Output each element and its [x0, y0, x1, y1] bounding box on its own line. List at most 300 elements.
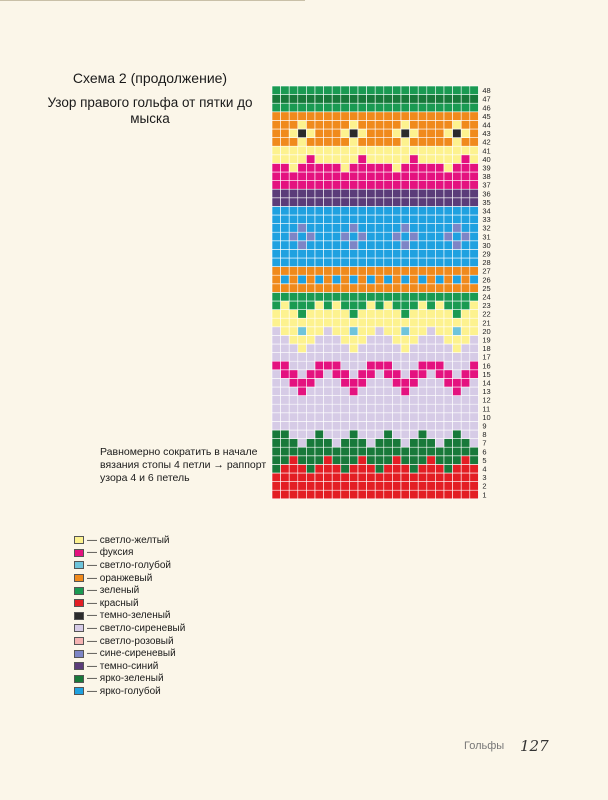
chart-cell — [332, 138, 341, 147]
chart-cell — [435, 318, 444, 327]
chart-cell — [461, 198, 470, 207]
chart-cell — [418, 473, 427, 482]
row-number-label: 28 — [482, 258, 491, 268]
chart-cell — [444, 163, 453, 172]
chart-cell — [358, 361, 367, 370]
chart-cell — [349, 361, 358, 370]
chart-cell — [401, 353, 410, 362]
chart-cell — [453, 284, 462, 293]
chart-cell — [410, 473, 419, 482]
chart-cell — [341, 86, 350, 95]
chart-cell — [306, 95, 315, 104]
chart-cell — [281, 335, 290, 344]
chart-cell — [375, 439, 384, 448]
chart-cell — [289, 378, 298, 387]
chart-cell — [461, 284, 470, 293]
chart-cell — [453, 387, 462, 396]
chart-cell — [306, 241, 315, 250]
chart-cell — [281, 189, 290, 198]
chart-cell — [298, 163, 307, 172]
chart-cell — [435, 146, 444, 155]
chart-cell — [315, 267, 324, 276]
row-number-label: 44 — [482, 120, 491, 130]
chart-cell — [324, 378, 333, 387]
chart-cell — [367, 318, 376, 327]
chart-cell — [375, 267, 384, 276]
chart-cell — [375, 189, 384, 198]
chart-cell — [453, 318, 462, 327]
chart-cell — [281, 163, 290, 172]
chart-cell — [306, 310, 315, 319]
chart-cell — [324, 292, 333, 301]
chart-cell — [435, 482, 444, 491]
chart-cell — [341, 215, 350, 224]
chart-cell — [289, 361, 298, 370]
chart-cell — [453, 198, 462, 207]
chart-cell — [358, 404, 367, 413]
chart-cell — [367, 482, 376, 491]
chart-cell — [332, 172, 341, 181]
chart-cell — [281, 430, 290, 439]
chart-cell — [341, 138, 350, 147]
chart-cell — [410, 241, 419, 250]
chart-cell — [410, 86, 419, 95]
chart-cell — [375, 275, 384, 284]
chart-cell — [306, 378, 315, 387]
chart-cell — [453, 456, 462, 465]
chart-cell — [401, 387, 410, 396]
chart-cell — [298, 396, 307, 405]
chart-cell — [375, 447, 384, 456]
chart-cell — [427, 129, 436, 138]
chart-cell — [332, 353, 341, 362]
chart-cell — [401, 146, 410, 155]
chart-cell — [315, 310, 324, 319]
chart-cell — [332, 215, 341, 224]
chart-cell — [461, 189, 470, 198]
chart-cell — [375, 292, 384, 301]
chart-cell — [435, 473, 444, 482]
chart-cell — [332, 430, 341, 439]
chart-cell — [298, 181, 307, 190]
chart-cell — [358, 120, 367, 129]
chart-cell — [401, 464, 410, 473]
chart-cell — [444, 292, 453, 301]
chart-cell — [375, 249, 384, 258]
chart-cell — [324, 112, 333, 121]
chart-cell — [444, 95, 453, 104]
chart-cell — [453, 146, 462, 155]
chart-cell — [367, 120, 376, 129]
page-number: 127 — [520, 737, 549, 755]
chart-cell — [375, 112, 384, 121]
chart-cell — [272, 335, 281, 344]
chart-cell — [367, 189, 376, 198]
chart-cell — [375, 241, 384, 250]
chart-cell — [410, 249, 419, 258]
chart-cell — [470, 335, 479, 344]
chart-cell — [341, 129, 350, 138]
chart-cell — [281, 129, 290, 138]
chart-cell — [384, 249, 393, 258]
chart-cell — [358, 464, 367, 473]
chart-cell — [375, 361, 384, 370]
chart-cell — [315, 206, 324, 215]
chart-cell — [367, 310, 376, 319]
chart-cell — [324, 215, 333, 224]
chart-cell — [367, 103, 376, 112]
chart-cell — [418, 370, 427, 379]
chart-cell — [341, 232, 350, 241]
chart-cell — [281, 310, 290, 319]
chart-cell — [375, 232, 384, 241]
chart-cell — [418, 215, 427, 224]
chart-cell — [435, 310, 444, 319]
chart-cell — [461, 241, 470, 250]
chart-cell — [444, 301, 453, 310]
chart-cell — [435, 421, 444, 430]
chart-cell — [401, 456, 410, 465]
chart-cell — [384, 378, 393, 387]
chart-cell — [281, 370, 290, 379]
chart-cell — [461, 129, 470, 138]
chart-cell — [332, 327, 341, 336]
chart-cell — [435, 95, 444, 104]
chart-cell — [272, 275, 281, 284]
chart-cell — [358, 103, 367, 112]
chart-cell — [461, 215, 470, 224]
chart-cell — [332, 473, 341, 482]
chart-cell — [427, 490, 436, 499]
legend-item — [74, 559, 185, 572]
chart-cell — [410, 129, 419, 138]
chart-cell — [470, 430, 479, 439]
chart-cell — [324, 155, 333, 164]
chart-cell — [289, 301, 298, 310]
chart-cell — [384, 86, 393, 95]
chart-cell — [453, 353, 462, 362]
chart-cell — [410, 439, 419, 448]
chart-cell — [461, 430, 470, 439]
row-number-label: 45 — [482, 111, 491, 121]
chart-cell — [281, 120, 290, 129]
chart-cell — [444, 396, 453, 405]
chart-cell — [289, 430, 298, 439]
chart-cell — [453, 361, 462, 370]
chart-cell — [341, 181, 350, 190]
chart-cell — [341, 95, 350, 104]
chart-cell — [324, 267, 333, 276]
chart-cell — [401, 361, 410, 370]
chart-cell — [435, 396, 444, 405]
chart-cell — [392, 181, 401, 190]
chart-cell — [410, 215, 419, 224]
chart-cell — [349, 310, 358, 319]
chart-cell — [298, 361, 307, 370]
chart-cell — [298, 387, 307, 396]
chart-cell — [470, 387, 479, 396]
chart-cell — [401, 86, 410, 95]
chart-cell — [435, 232, 444, 241]
legend-item — [74, 660, 185, 673]
chart-cell — [298, 275, 307, 284]
chart-cell — [298, 112, 307, 121]
chart-cell — [470, 327, 479, 336]
chart-cell — [324, 163, 333, 172]
chart-cell — [461, 370, 470, 379]
legend-item — [74, 622, 185, 635]
chart-cell — [435, 413, 444, 422]
chart-cell — [341, 318, 350, 327]
chart-cell — [315, 155, 324, 164]
chart-cell — [418, 387, 427, 396]
chart-cell — [367, 172, 376, 181]
chart-cell — [401, 258, 410, 267]
row-number-label: 35 — [482, 197, 491, 207]
row-number-label: 6 — [482, 447, 487, 457]
chart-cell — [384, 473, 393, 482]
chart-cell — [435, 335, 444, 344]
chart-cell — [349, 258, 358, 267]
chart-cell — [384, 172, 393, 181]
chart-cell — [401, 327, 410, 336]
chart-cell — [341, 473, 350, 482]
chart-cell — [332, 490, 341, 499]
chart-cell — [298, 482, 307, 491]
chart-cell — [444, 447, 453, 456]
chart-cell — [427, 464, 436, 473]
chart-cell — [315, 456, 324, 465]
chart-cell — [384, 344, 393, 353]
chart-cell — [453, 112, 462, 121]
chart-cell — [367, 267, 376, 276]
chart-cell — [289, 172, 298, 181]
chart-cell — [289, 189, 298, 198]
chart-cell — [315, 464, 324, 473]
chart-cell — [418, 138, 427, 147]
chart-cell — [281, 232, 290, 241]
chart-cell — [341, 120, 350, 129]
legend-item — [74, 547, 185, 560]
chart-cell — [384, 310, 393, 319]
chart-cell — [281, 267, 290, 276]
chart-cell — [306, 482, 315, 491]
chart-cell — [435, 189, 444, 198]
chart-cell — [289, 310, 298, 319]
page-edge-line — [0, 0, 305, 1]
chart-cell — [281, 421, 290, 430]
chart-cell — [461, 378, 470, 387]
chart-cell — [435, 120, 444, 129]
legend-swatch — [74, 549, 84, 557]
chart-cell — [384, 120, 393, 129]
chart-cell — [332, 310, 341, 319]
chart-cell — [375, 456, 384, 465]
chart-cell — [444, 198, 453, 207]
chart-cell — [427, 232, 436, 241]
chart-cell — [418, 86, 427, 95]
chart-cell — [461, 413, 470, 422]
chart-cell — [349, 318, 358, 327]
chart-cell — [289, 103, 298, 112]
chart-cell — [392, 198, 401, 207]
row-number-label: 37 — [482, 180, 491, 190]
chart-cell — [470, 439, 479, 448]
chart-title: Схема 2 (продолжение) — [72, 70, 228, 86]
chart-cell — [470, 241, 479, 250]
chart-cell — [384, 138, 393, 147]
chart-cell — [349, 482, 358, 491]
chart-cell — [332, 404, 341, 413]
chart-cell — [384, 292, 393, 301]
chart-cell — [392, 327, 401, 336]
chart-cell — [358, 301, 367, 310]
chart-cell — [461, 353, 470, 362]
chart-cell — [315, 129, 324, 138]
chart-cell — [315, 301, 324, 310]
chart-cell — [358, 129, 367, 138]
chart-cell — [324, 224, 333, 233]
chart-cell — [306, 172, 315, 181]
chart-cell — [332, 112, 341, 121]
chart-cell — [332, 232, 341, 241]
chart-cell — [272, 310, 281, 319]
legend-label: — ярко-зеленый — [87, 673, 164, 685]
chart-cell — [306, 404, 315, 413]
chart-cell — [367, 146, 376, 155]
chart-cell — [401, 284, 410, 293]
chart-cell — [384, 482, 393, 491]
chart-cell — [427, 215, 436, 224]
chart-cell — [289, 335, 298, 344]
chart-cell — [453, 482, 462, 491]
chart-cell — [358, 413, 367, 422]
chart-cell — [332, 456, 341, 465]
chart-cell — [418, 361, 427, 370]
chart-cell — [289, 129, 298, 138]
row-number-label: 32 — [482, 223, 491, 233]
chart-cell — [281, 95, 290, 104]
chart-cell — [470, 138, 479, 147]
chart-cell — [410, 447, 419, 456]
chart-cell — [349, 215, 358, 224]
chart-cell — [401, 447, 410, 456]
chart-cell — [272, 112, 281, 121]
chart-cell — [367, 404, 376, 413]
chart-cell — [332, 120, 341, 129]
chart-cell — [453, 421, 462, 430]
chart-cell — [315, 361, 324, 370]
chart-cell — [289, 95, 298, 104]
chart-cell — [332, 344, 341, 353]
chart-cell — [427, 146, 436, 155]
chart-cell — [332, 335, 341, 344]
chart-cell — [332, 464, 341, 473]
chart-cell — [324, 206, 333, 215]
chart-cell — [281, 86, 290, 95]
chart-cell — [272, 155, 281, 164]
chart-cell — [435, 430, 444, 439]
chart-cell — [367, 275, 376, 284]
chart-cell — [306, 189, 315, 198]
chart-cell — [401, 181, 410, 190]
chart-cell — [315, 258, 324, 267]
chart-cell — [289, 198, 298, 207]
chart-cell — [306, 112, 315, 121]
chart-cell — [427, 344, 436, 353]
chart-cell — [281, 344, 290, 353]
chart-cell — [418, 353, 427, 362]
chart-cell — [427, 361, 436, 370]
chart-cell — [410, 310, 419, 319]
chart-cell — [332, 129, 341, 138]
chart-cell — [315, 370, 324, 379]
chart-cell — [358, 198, 367, 207]
chart-cell — [315, 181, 324, 190]
chart-cell — [427, 310, 436, 319]
chart-cell — [410, 301, 419, 310]
chart-cell — [289, 258, 298, 267]
chart-cell — [306, 284, 315, 293]
chart-cell — [289, 275, 298, 284]
chart-cell — [418, 112, 427, 121]
chart-cell — [298, 439, 307, 448]
chart-cell — [375, 387, 384, 396]
chart-cell — [427, 378, 436, 387]
chart-cell — [367, 215, 376, 224]
chart-cell — [341, 344, 350, 353]
chart-cell — [272, 215, 281, 224]
chart-cell — [272, 241, 281, 250]
chart-cell — [298, 241, 307, 250]
chart-cell — [470, 421, 479, 430]
chart-cell — [306, 370, 315, 379]
chart-cell — [392, 404, 401, 413]
chart-cell — [324, 353, 333, 362]
chart-cell — [315, 95, 324, 104]
chart-cell — [375, 344, 384, 353]
chart-cell — [272, 292, 281, 301]
chart-cell — [298, 215, 307, 224]
chart-cell — [272, 224, 281, 233]
chart-cell — [435, 275, 444, 284]
chart-cell — [281, 396, 290, 405]
chart-cell — [418, 430, 427, 439]
chart-cell — [349, 490, 358, 499]
chart-cell — [435, 456, 444, 465]
chart-cell — [435, 344, 444, 353]
chart-cell — [375, 404, 384, 413]
chart-cell — [349, 120, 358, 129]
chart-cell — [384, 232, 393, 241]
chart-cell — [470, 292, 479, 301]
chart-cell — [461, 267, 470, 276]
chart-cell — [444, 267, 453, 276]
chart-cell — [367, 249, 376, 258]
chart-cell — [435, 370, 444, 379]
chart-cell — [461, 146, 470, 155]
legend-swatch — [74, 587, 84, 595]
chart-cell — [375, 413, 384, 422]
chart-cell — [470, 344, 479, 353]
chart-cell — [324, 344, 333, 353]
chart-cell — [367, 241, 376, 250]
chart-cell — [324, 310, 333, 319]
chart-cell — [392, 413, 401, 422]
chart-cell — [384, 396, 393, 405]
chart-cell — [461, 456, 470, 465]
chart-cell — [410, 155, 419, 164]
